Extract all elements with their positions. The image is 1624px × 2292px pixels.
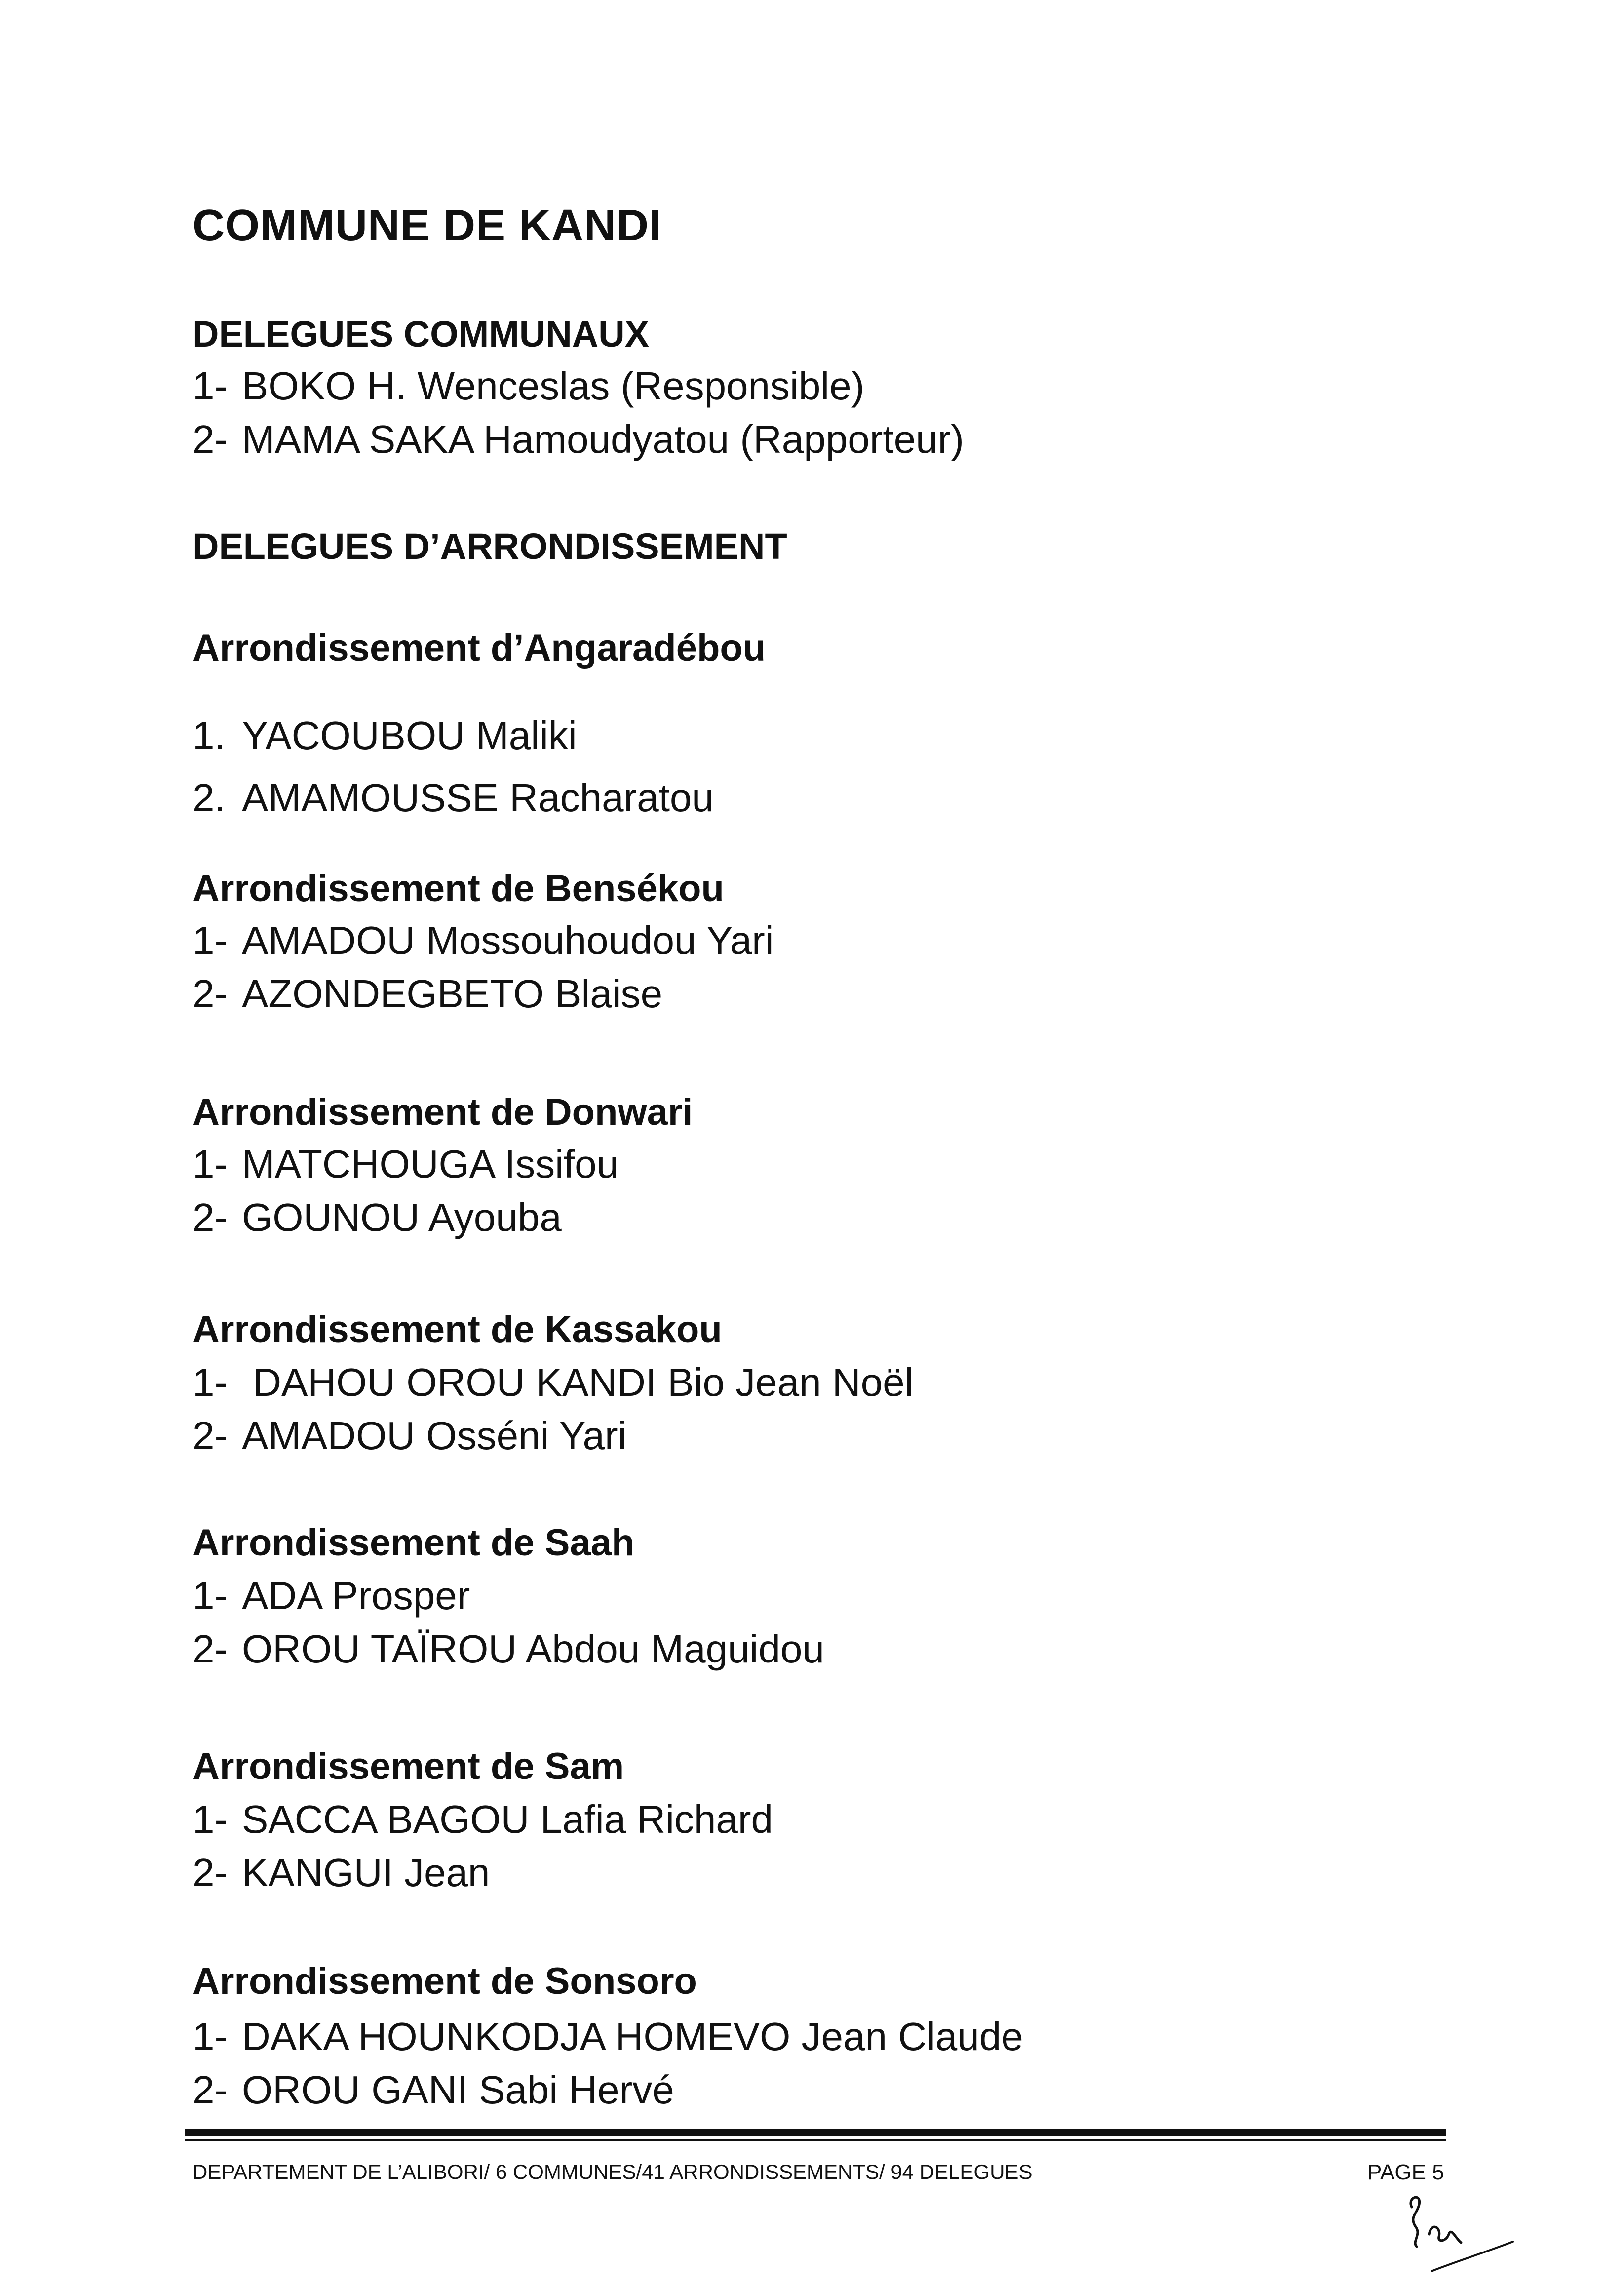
arrondissement-delegates-heading: DELEGUES D’ARRONDISSEMENT — [193, 526, 787, 567]
list-item — [193, 1416, 913, 1469]
item-number: 2- — [193, 1627, 228, 1671]
footer-text: DEPARTEMENT DE L’ALIBORI/ 6 COMMUNES/41 ARRONDISSEMENTS/ 94 DELEGUES — [193, 2160, 1033, 2183]
item-number: 1- — [193, 1360, 228, 1404]
delegate-name: OROU GANI Sabi Hervé — [242, 2068, 674, 2112]
item-number: 1- — [193, 1574, 228, 1618]
list-item — [193, 1853, 773, 1906]
item-number: 1- — [193, 1142, 228, 1186]
delegate-name: GOUNOU Ayouba — [242, 1195, 562, 1239]
arrondissement-delegates-list — [193, 1142, 619, 1251]
list-item — [193, 778, 714, 840]
arrondissement-title: Arrondissement de Donwari — [193, 1091, 693, 1133]
delegate-name: AMADOU Osséni Yari — [242, 1414, 627, 1458]
delegate-name: MAMA SAKA Hamoudyatou (Rapporteur) — [242, 417, 964, 461]
delegate-name: AMADOU Mossouhoudou Yari — [242, 918, 774, 962]
page-number: PAGE 5 — [1367, 2160, 1444, 2184]
list-item — [193, 918, 774, 974]
delegate-name: MATCHOUGA Issifou — [242, 1142, 619, 1186]
item-number: 2- — [193, 1195, 228, 1239]
list-item — [193, 713, 714, 778]
item-number: 2. — [193, 776, 226, 820]
delegate-name: BOKO H. Wenceslas (Responsible) — [242, 364, 865, 408]
list-item — [193, 2017, 1023, 2070]
delegate-name: SACCA BAGOU Lafia Richard — [242, 1797, 773, 1841]
arrondissement-title: Arrondissement de Bensékou — [193, 868, 724, 909]
item-number: 2- — [193, 417, 228, 461]
arrondissement-title: Arrondissement d’Angaradébou — [193, 627, 766, 669]
arrondissement-title: Arrondissement de Kassakou — [193, 1308, 722, 1350]
list-item — [193, 2070, 1023, 2124]
arrondissement-title: Arrondissement de Sam — [193, 1745, 624, 1787]
arrondissement-delegates-list — [193, 918, 774, 1027]
item-number: 2- — [193, 2068, 228, 2112]
delegate-name: YACOUBOU Maliki — [242, 713, 577, 757]
arrondissement-delegates-list — [193, 713, 714, 840]
list-item — [193, 1797, 773, 1853]
delegate-name: AMAMOUSSE Racharatou — [242, 776, 714, 820]
list-item — [193, 1195, 619, 1251]
list-item — [193, 974, 774, 1027]
arrondissement-delegates-list — [193, 1797, 773, 1906]
item-number: 1. — [193, 713, 226, 757]
item-number: 1- — [193, 1797, 228, 1841]
list-item — [193, 1142, 619, 1198]
footer-divider-thin — [185, 2139, 1446, 2141]
item-number: 2- — [193, 1414, 228, 1458]
item-number: 1- — [193, 2015, 228, 2058]
list-item — [193, 366, 964, 420]
delegate-name: OROU TAÏROU Abdou Maguidou — [242, 1627, 824, 1671]
item-number: 2- — [193, 1851, 228, 1895]
communal-delegates-heading: DELEGUES COMMUNAUX — [193, 314, 650, 355]
item-number: 2- — [193, 972, 228, 1016]
footer-divider — [185, 2129, 1446, 2136]
delegate-name: AZONDEGBETO Blaise — [242, 972, 663, 1016]
delegate-name: DAHOU OROU KANDI Bio Jean Noël — [242, 1360, 914, 1404]
item-number: 1- — [193, 918, 228, 962]
delegate-name: ADA Prosper — [242, 1574, 470, 1618]
delegate-name: DAKA HOUNKODJA HOMEVO Jean Claude — [242, 2015, 1023, 2058]
item-number: 1- — [193, 364, 228, 408]
arrondissement-delegates-list — [193, 1360, 914, 1469]
commune-title: COMMUNE DE KANDI — [193, 201, 662, 250]
list-item — [193, 417, 964, 473]
arrondissement-delegates-list — [193, 2017, 1023, 2124]
arrondissement-title: Arrondissement de Sonsoro — [193, 1960, 697, 2002]
arrondissement-delegates-list — [193, 1576, 824, 1683]
list-item — [193, 1629, 824, 1683]
handwritten-signature — [1402, 2187, 1515, 2276]
list-item — [193, 1360, 914, 1416]
communal-delegates-list — [193, 366, 964, 473]
delegate-name: KANGUI Jean — [242, 1851, 490, 1895]
list-item — [193, 1576, 824, 1629]
arrondissement-title: Arrondissement de Saah — [193, 1522, 635, 1564]
